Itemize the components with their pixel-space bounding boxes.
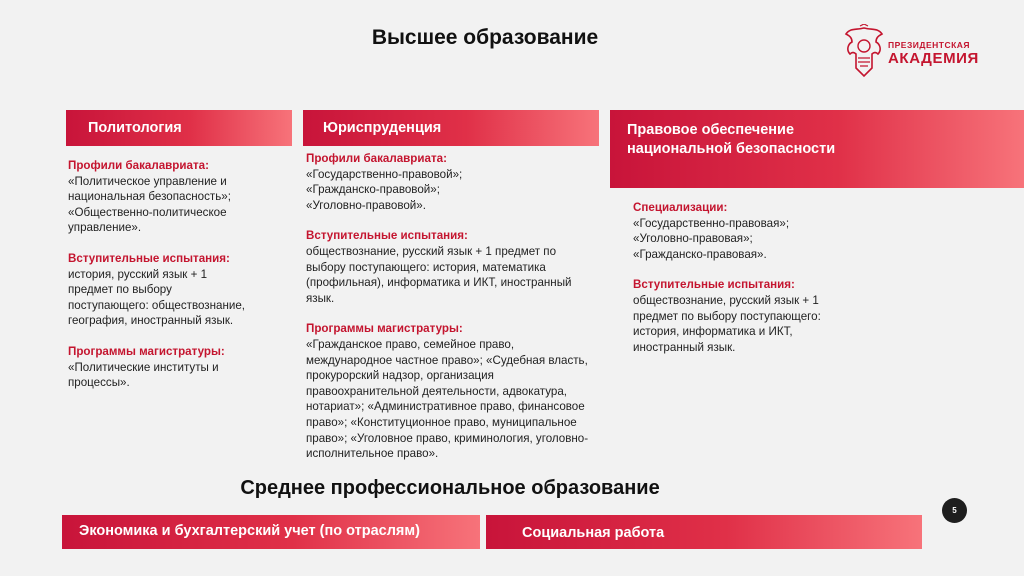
logo-line-1: ПРЕЗИДЕНТСКАЯ: [888, 40, 971, 50]
section-heading: Вступительные испытания:: [306, 229, 468, 243]
section-text: обществознание, русский язык + 1 предмет по выбору поступающего: история, информатика и ИКТ, иностранный язык.: [633, 293, 821, 354]
section-text: «Государственно-правовой»; «Гражданско-правовой»; «Уголовно-правовой».: [306, 167, 463, 212]
column-jurisprudence: [306, 151, 602, 462]
column-national-security: [633, 200, 833, 355]
program-bar-social-work: Социальная работа: [486, 515, 922, 549]
logo-line-2: АКАДЕМИЯ: [888, 50, 979, 67]
program-bar-economics: Экономика и бухгалтерский учет (по отраслям): [62, 515, 480, 549]
header-bar-national-security: [610, 110, 1024, 188]
section-heading: Вступительные испытания:: [633, 278, 795, 292]
header-bar-jurisprudence: Юриспруденция: [303, 110, 599, 146]
section-heading: Вступительные испытания:: [68, 251, 230, 265]
secondary-education-title: Среднее профессиональное образование: [240, 477, 660, 499]
section-heading: Профили бакалавриата:: [306, 152, 447, 165]
section-text: «Политические институты и процессы».: [68, 360, 219, 390]
section-text: обществознание, русский язык + 1 предмет по выбору поступающего: история, математика (профильная), информатика и ИКТ, иностранный язык.: [306, 244, 572, 305]
section-heading: Профили бакалавриата:: [68, 159, 209, 172]
section-heading: Программы магистратуры:: [68, 344, 225, 358]
header-bar-national-security-label: Правовое обеспечение национальной безопасности: [627, 122, 836, 157]
page-title: Высшее образование: [371, 26, 599, 49]
column-politology: [68, 158, 278, 391]
header-bar-politology: Политология: [66, 110, 292, 146]
page-number-badge: 5: [942, 498, 967, 523]
section-heading: Программы магистратуры:: [306, 322, 463, 336]
section-text: «Политическое управление и национальная безопасность»; «Общественно-политическое управление».: [68, 174, 231, 235]
section-text: «Государственно-правовая»; «Уголовно-правовая»; «Гражданско-правовая».: [633, 216, 790, 261]
academy-logo: [842, 24, 979, 82]
section-heading: Специализации:: [633, 201, 728, 214]
eagle-emblem-icon: [842, 24, 886, 80]
section-text: «Гражданское право, семейное право, международное частное право»; «Судебная власть, прокурорский надзор, организация правоохранительной деятельности, адвокатура, нотариат»; «Административное право, финансовое право»; «Конституционное право, муниципальное право»; «Уголовное право, криминология, уголовно-исполнительное право».: [306, 337, 589, 461]
section-text: история, русский язык + 1 предмет по выбору поступающего: обществознание, география, иностранный язык.: [68, 267, 246, 328]
